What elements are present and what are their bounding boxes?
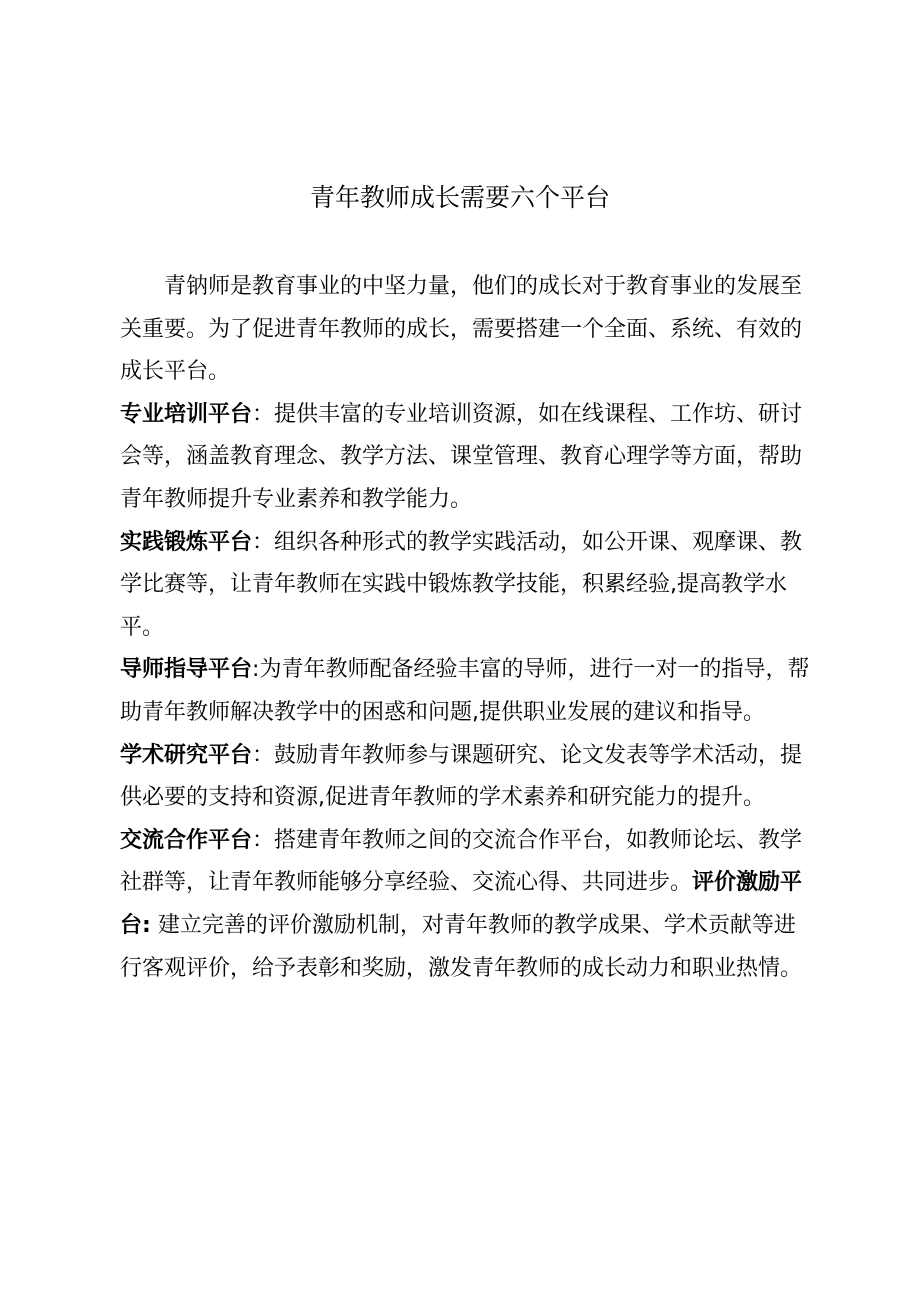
section-heading: 评价激励平台: (120, 870, 803, 938)
section-text: 建立完善的评价激励机制，对青年教师的教学成果、学术贡献等进行客观评价，给予表彰和奖励，激发青年教师的成长动力和职业热情。 (120, 912, 803, 981)
document-title: 青年教师成长需要六个平台 (309, 183, 610, 212)
section-heading: 专业培训平台 (120, 401, 253, 427)
section-heading: 交流合作平台 (120, 827, 253, 853)
section-heading: 学术研究平台 (120, 742, 253, 768)
section-text: 搭建青年教师之间的交流合作平台，如教师论坛、教学社群等，让青年教师能够分享经验、交流心得、共同进步。 (120, 827, 803, 896)
section-separator: ： (252, 401, 275, 427)
section-heading: 导师指导平台 (120, 657, 253, 683)
section-text: 鼓励青年教师参与课题研究、论文发表等学术活动，提供必要的支持和资源,促进青年教师的学术素养和研究能力的提升。 (120, 742, 803, 811)
section-professional-training (120, 394, 812, 522)
document-body (120, 266, 812, 990)
section-mentor (120, 649, 812, 734)
section-exchange-cooperation (120, 820, 812, 990)
section-separator: ： (252, 742, 275, 768)
section-text: 为青年教师配备经验丰富的导师，进行一对一的指导，帮助青年教师解决教学中的困惑和问题,提供职业发展的建议和指导。 (120, 657, 810, 725)
section-academic-research (120, 735, 812, 820)
section-practice (120, 522, 812, 650)
section-text: 组织各种形式的教学实践活动，如公开课、观摩课、教学比赛等，让青年教师在实践中锻炼教学技能，积累经验,提高教学水平。 (120, 529, 803, 640)
section-separator: : (252, 657, 260, 683)
section-heading: 实践锻炼平台 (120, 529, 253, 555)
section-separator: ： (252, 529, 275, 555)
section-text: 提供丰富的专业培训资源，如在线课程、工作坊、研讨会等，涵盖教育理念、教学方法、课堂管理、教育心理学等方面，帮助青年教师提升专业素养和教学能力。 (120, 401, 803, 512)
section-separator: ： (252, 827, 275, 853)
intro-paragraph: 青钠师是教育事业的中坚力量，他们的成长对于教育事业的发展至关重要。为了促进青年教师的成长，需要搭建一个全面、系统、有效的成长平台。 (120, 274, 803, 385)
